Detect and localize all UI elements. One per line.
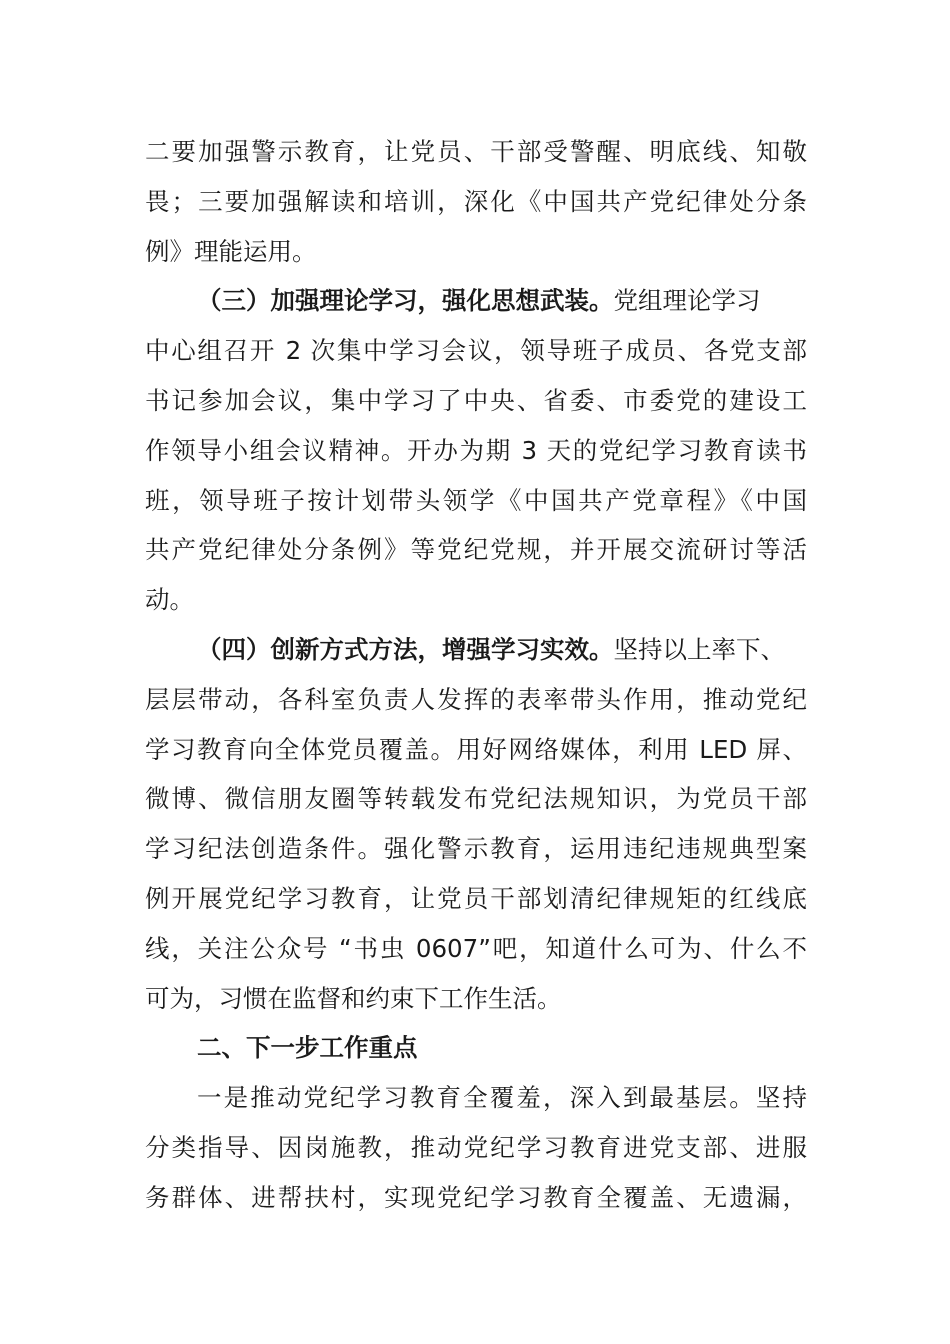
section-heading-line [145, 625, 807, 675]
heading-continuation: 坚持以上率下、 [613, 634, 785, 664]
text-line: 作领导小组会议精神。开办为期 3 天的党纪学习教育读书 [145, 435, 807, 465]
text-line: 务群体、进帮扶村，实现党纪学习教育全覆盖、无遗漏， [145, 1182, 807, 1212]
section-heading-line [145, 276, 807, 326]
text-line: 线，关注公众号 “书虫 0607”吧，知道什么可为、什么不 [145, 933, 807, 963]
text-line: 二要加强警示教育，让党员、干部受警醒、明底线、知敬 [145, 137, 807, 166]
text-line: 班，领导班子按计划带头领学《中国共产党章程》《中国 [145, 485, 807, 515]
heading-continuation: 党组理论学习 [613, 286, 761, 316]
text-line: 微博、微信朋友圈等转载发布党纪法规知识，为党员干部 [145, 784, 807, 814]
body-text [145, 127, 807, 1223]
text-line: 动。 [145, 585, 194, 615]
text-line: 学习纪法创造条件。强化警示教育，运用违纪违规典型案 [145, 834, 807, 864]
text-line: 中心组召开 2 次集中学习会议，领导班子成员、各党支部 [145, 336, 807, 366]
text-line: 书记参加会议，集中学习了中央、省委、市委党的建设工 [145, 385, 807, 415]
text-line: 学习教育向全体党员覆盖。用好网络媒体，利用 LED 屏、 [145, 734, 807, 764]
text-line: 畏；三要加强解读和培训，深化《中国共产党纪律处分条 [145, 186, 807, 216]
section-heading: （四）创新方式方法，增强学习实效。 [197, 634, 614, 664]
text-line: 可为，习惯在监督和约束下工作生活。 [145, 983, 562, 1013]
text-line: 分类指导、因岗施教，推动党纪学习教育进党支部、进服 [145, 1132, 807, 1162]
text-line: 一是推动党纪学习教育全覆羞，深入到最基层。坚持 [197, 1083, 807, 1113]
chapter-heading-line [145, 1023, 807, 1073]
text-line: 例》理能运用。 [145, 236, 317, 266]
text-line: 共产党纪律处分条例》等党纪党规，并开展交流研讨等活 [145, 535, 807, 565]
text-line: 层层带动，各科室负责人发挥的表率带头作用，推动党纪 [145, 684, 807, 714]
text-line: 例开展党纪学习教育，让党员干部划清纪律规矩的红线底 [145, 883, 807, 913]
section-heading: （三）加强理论学习，强化思想武装。 [197, 286, 614, 316]
chapter-heading: 二、下一步工作重点 [197, 1033, 418, 1063]
